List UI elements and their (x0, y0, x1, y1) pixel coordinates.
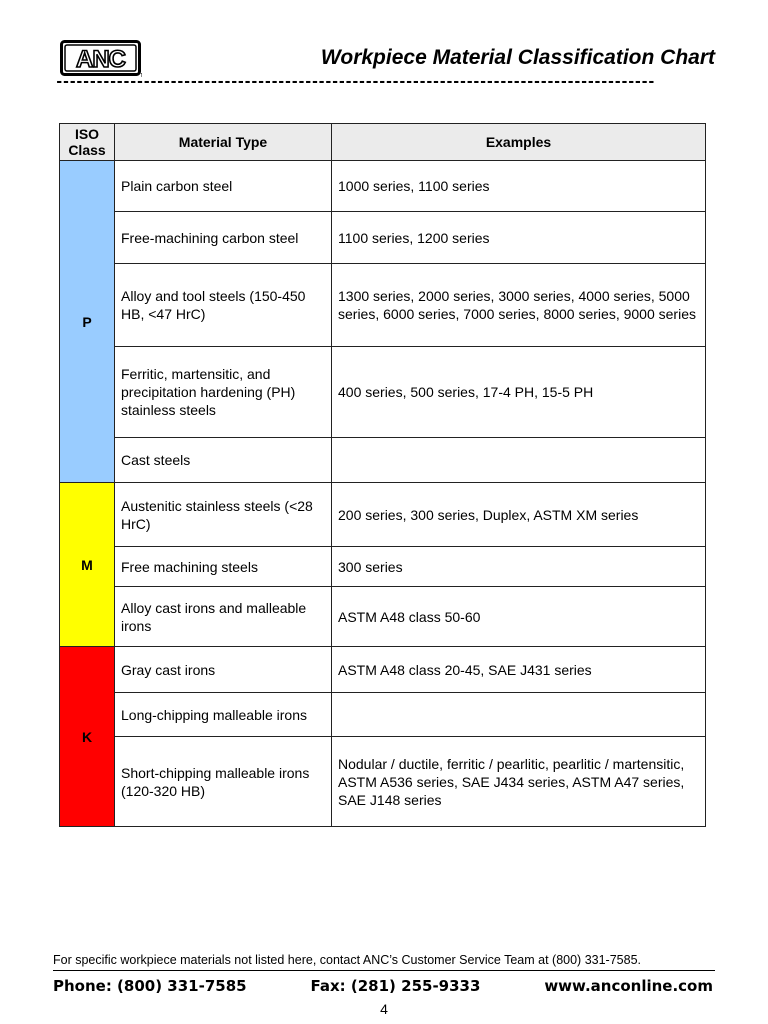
website-link[interactable]: www.anconline.com (544, 977, 713, 995)
material-cell: Ferritic, martensitic, and precipitation hardening (PH) stainless steels (115, 347, 332, 438)
iso-class-m: M (60, 483, 115, 647)
material-cell: Short-chipping malleable irons (120-320 HB) (115, 737, 332, 827)
header-examples: Examples (332, 124, 706, 161)
svg-text:ANC: ANC (76, 46, 125, 73)
material-cell: Alloy and tool steels (150-450 HB, <47 HrC) (115, 264, 332, 347)
table-row (60, 264, 706, 347)
iso-class-p: P (60, 161, 115, 483)
examples-cell: Nodular / ductile, ferritic / pearlitic, pearlitic / martensitic, ASTM A536 series, SAE J434 series, ASTM A47 series, SAE J148 series (332, 737, 706, 827)
header-iso-class: ISO Class (60, 124, 115, 161)
header-material-type: Material Type (115, 124, 332, 161)
material-cell: Free machining steels (115, 547, 332, 587)
examples-cell: 1100 series, 1200 series (332, 212, 706, 264)
examples-cell: 300 series (332, 547, 706, 587)
table-row (60, 693, 706, 737)
iso-class-k: K (60, 647, 115, 827)
contact-bar (53, 977, 713, 995)
header-divider: ----------------------------------------------------------------------------------------- (55, 74, 654, 90)
table-row (60, 547, 706, 587)
examples-cell (332, 693, 706, 737)
examples-cell: 200 series, 300 series, Duplex, ASTM XM series (332, 483, 706, 547)
examples-cell: 1000 series, 1100 series (332, 161, 706, 212)
svg-text:TM: T (140, 73, 142, 78)
material-cell: Gray cast irons (115, 647, 332, 693)
material-cell: Austenitic stainless steels (<28 HrC) (115, 483, 332, 547)
examples-cell: ASTM A48 class 20-45, SAE J431 series (332, 647, 706, 693)
table-row (60, 483, 706, 547)
footer-note: For specific workpiece materials not listed here, contact ANC’s Customer Service Team at (800) 331-7585. (53, 953, 715, 971)
examples-cell: 1300 series, 2000 series, 3000 series, 4000 series, 5000 series, 6000 series, 7000 series, 8000 series, 9000 series (332, 264, 706, 347)
table-row (60, 212, 706, 264)
material-cell: Alloy cast irons and malleable irons (115, 587, 332, 647)
table-row (60, 587, 706, 647)
material-cell: Cast steels (115, 438, 332, 483)
material-classification-table (59, 123, 706, 827)
table-row (60, 438, 706, 483)
page-number: 4 (380, 1001, 388, 1017)
table-row (60, 347, 706, 438)
examples-cell: ASTM A48 class 50-60 (332, 587, 706, 647)
phone-number: Phone: (800) 331-7585 (53, 977, 247, 995)
table-row (60, 161, 706, 212)
material-cell: Long-chipping malleable irons (115, 693, 332, 737)
table-row (60, 647, 706, 693)
fax-number: Fax: (281) 255-9333 (310, 977, 481, 995)
table-row (60, 737, 706, 827)
material-cell: Plain carbon steel (115, 161, 332, 212)
examples-cell: 400 series, 500 series, 17-4 PH, 15-5 PH (332, 347, 706, 438)
page-title: Workpiece Material Classification Chart (320, 46, 715, 69)
table-header-row (60, 124, 706, 161)
examples-cell (332, 438, 706, 483)
material-cell: Free-machining carbon steel (115, 212, 332, 264)
